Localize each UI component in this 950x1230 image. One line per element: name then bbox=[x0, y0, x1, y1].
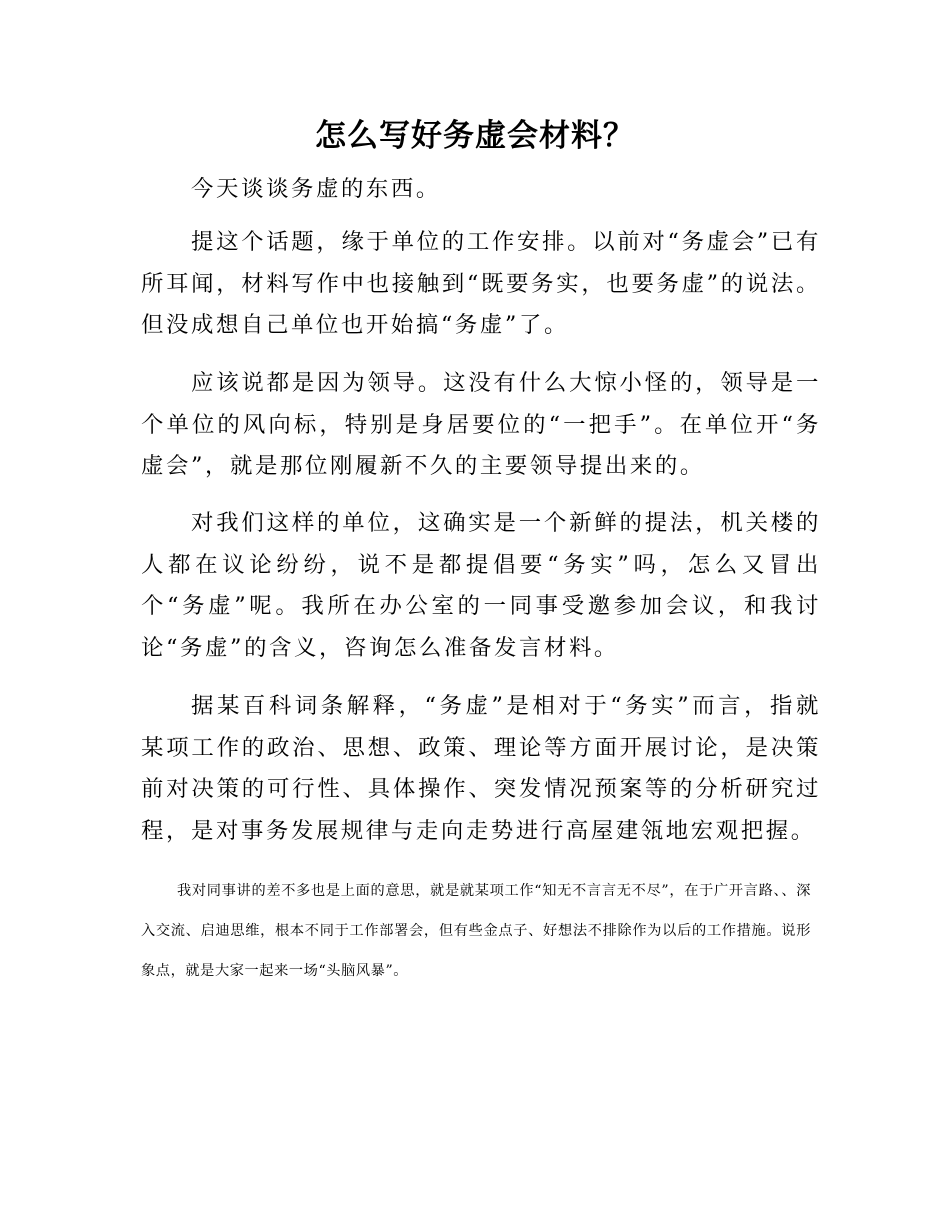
paragraph-1: 今天谈谈务虚的东西。 bbox=[191, 176, 441, 202]
paragraph-6-small: 我对同事讲的差不多也是上面的意思，就是就某项工作“知无不言言无不尽”，在于广开言路、、深入交流、启迪思维，根本不同于工作部署会，但有些金点子、好想法不排除作为以后的工作措施。说形象点，就是大家一起来一场“头脑风暴”。 bbox=[141, 883, 811, 979]
paragraph-4: 对我们这样的单位，这确实是一个新鲜的提法，机关楼的人都在议论纷纷，说不是都提倡要“务实”吗，怎么又冒出个“务虚”呢。我所在办公室的一同事受邀参加会议，和我讨论“务虚”的含义，咨询怎么准备发言材料。 bbox=[141, 510, 821, 661]
paragraph-2: 提这个话题，缘于单位的工作安排。以前对“务虚会”已有所耳闻，材料写作中也接触到“既要务实，也要务虚”的说法。但没成想自己单位也开始搞“务虚”了。 bbox=[141, 229, 821, 338]
paragraph-5: 据某百科词条解释，“务虚”是相对于“务实”而言，指就某项工作的政治、思想、政策、理论等方面开展讨论，是决策前对决策的可行性、具体操作、突发情况预案等的分析研究过程，是对事务发展规律与走向走势进行高屋建瓴地宏观把握。 bbox=[141, 693, 821, 844]
paragraph-3: 应该说都是因为领导。这没有什么大惊小怪的，领导是一个单位的风向标，特别是身居要位的“一把手”。在单位开“务虚会”，就是那位刚履新不久的主要领导提出来的。 bbox=[141, 370, 821, 479]
document-title: 怎么写好务虚会材料？ bbox=[315, 118, 635, 154]
